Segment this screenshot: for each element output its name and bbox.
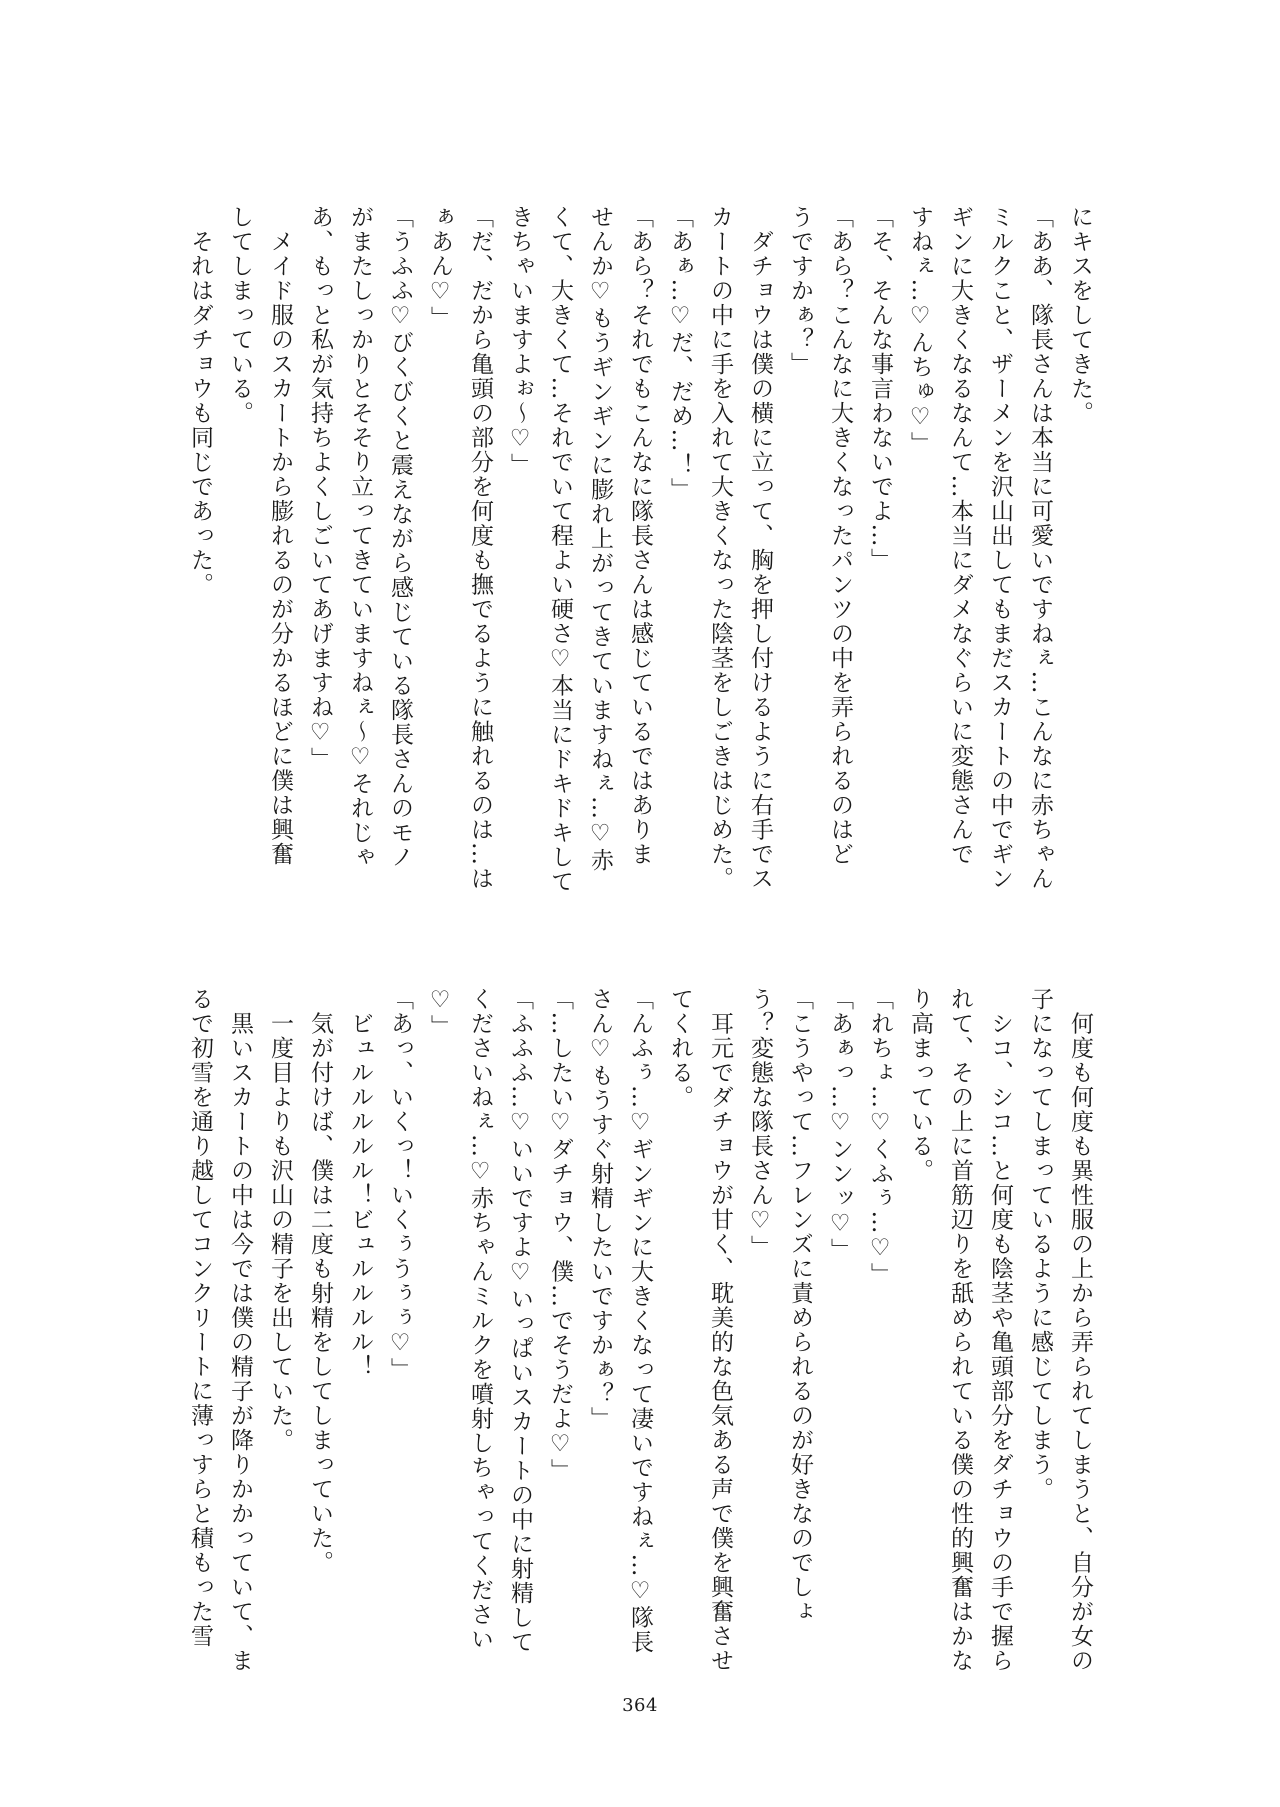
text-block-upper bbox=[140, 205, 1100, 900]
text-line: きちゃいますよぉ～♡」 bbox=[507, 205, 533, 478]
text-line: くださいねぇ…♡赤ちゃんミルクを噴射しちゃってください bbox=[467, 987, 493, 1652]
text-line: さん♡もうすぐ射精したいですかぁ？」 bbox=[587, 987, 613, 1431]
text-line: 「こうやって…フレンズに責められるのが好きなのでしょ bbox=[787, 987, 813, 1624]
text-line: シコ、シコ…と何度も陰茎や亀頭部分をダチョウの手で握ら bbox=[987, 987, 1013, 1673]
text-line: あ、もっと私が気持ちよくしごいてあげますね♡」 bbox=[307, 205, 333, 772]
text-line: う？変態な隊長さん♡」 bbox=[747, 987, 773, 1260]
text-line: メイド服のスカートから膨れるのが分かるほどに僕は興奮 bbox=[267, 205, 293, 867]
text-line: 何度も何度も異性服の上から弄られてしまうと、自分が女の bbox=[1067, 987, 1093, 1673]
text-line: 「そ、そんな事言わないでよ…」 bbox=[867, 205, 893, 573]
text-line: てくれる。 bbox=[667, 987, 693, 1110]
text-line: るで初雪を通り越してコンクリートに薄っすらと積もった雪 bbox=[187, 987, 213, 1649]
text-line: 「うふふ♡びくびくと震えながら感じている隊長さんのモノ bbox=[387, 205, 413, 870]
text-line: ミルクこと、ザーメンを沢山出してもまだスカートの中でギン bbox=[987, 205, 1013, 891]
text-line: くて、大きくて…それでいて程よい硬さ♡本当にドキドキして bbox=[547, 205, 573, 894]
text-line: 一度目よりも沢山の精子を出していた。 bbox=[267, 987, 293, 1453]
text-line: 「あっ、いくっ！いくぅうぅぅ♡」 bbox=[387, 987, 413, 1382]
text-line: れて、その上に首筋辺りを舐められている僕の性的興奮はかな bbox=[947, 987, 973, 1673]
text-line: り高まっている。 bbox=[907, 987, 933, 1183]
text-block-lower bbox=[140, 987, 1100, 1687]
text-line: 黒いスカートの中は今では僕の精子が降りかかっていて、ま bbox=[227, 987, 253, 1673]
text-line: ダチョウは僕の横に立って、胸を押し付けるように右手でス bbox=[747, 205, 773, 891]
text-line: 「あら？それでもこんなに隊長さんは感じているではありま bbox=[627, 205, 653, 867]
text-line: ぁあん♡」 bbox=[427, 205, 453, 331]
text-line: 子になってしまっているように感じてしまう。 bbox=[1027, 987, 1053, 1502]
text-line: 「あぁ…♡だ、だめ…！」 bbox=[667, 205, 693, 502]
text-line: 耳元でダチョウが甘く、耽美的な色気ある声で僕を興奮させ bbox=[707, 987, 733, 1673]
text-line: 「ふふふ…♡いいですよ♡いっぱいスカートの中に射精して bbox=[507, 987, 533, 1655]
text-line: せんか♡もうギンギンに膨れ上がってきていますねぇ…♡赤 bbox=[587, 205, 613, 873]
text-line: ビュルルルルル！ビュルルルル！ bbox=[347, 987, 373, 1379]
text-line: 「あら？こんなに大きくなったパンツの中を弄られるのはど bbox=[827, 205, 853, 867]
text-line: してしまっている。 bbox=[227, 205, 253, 426]
text-line: 「れちょ…♡くふぅ…♡」 bbox=[867, 987, 893, 1287]
text-line: 「だ、だから亀頭の部分を何度も撫でるように触れるのは…は bbox=[467, 205, 493, 891]
text-line: ♡」 bbox=[427, 987, 453, 1039]
text-line: うですかぁ？」 bbox=[787, 205, 813, 377]
page-number: 364 bbox=[622, 1695, 658, 1716]
text-line: すねぇ…♡んちゅ♡」 bbox=[907, 205, 933, 456]
text-line: 「ああ、隊長さんは本当に可愛いですねぇ…こんなに赤ちゃん bbox=[1027, 205, 1053, 891]
text-line: 気が付けば、僕は二度も射精をしてしまっていた。 bbox=[307, 987, 333, 1575]
text-line: がまたしっかりとそそり立ってきていますねぇ～♡それじゃ bbox=[347, 205, 373, 870]
text-line: 「あぁっ…♡ンンッ♡」 bbox=[827, 987, 853, 1263]
text-line: ギンに大きくなるなんて…本当にダメなぐらいに変態さんで bbox=[947, 205, 973, 867]
text-line: 「…したい♡ダチョウ、僕…でそうだよ♡」 bbox=[547, 987, 573, 1483]
text-line: にキスをしてきた。 bbox=[1067, 205, 1093, 426]
text-line: 「んふぅ…♡ギンギンに大きくなって凄いですねぇ…♡隊長 bbox=[627, 987, 653, 1655]
text-line: カートの中に手を入れて大きくなった陰茎をしごきはじめた。 bbox=[707, 205, 733, 891]
text-line: それはダチョウも同じであった。 bbox=[187, 205, 213, 597]
